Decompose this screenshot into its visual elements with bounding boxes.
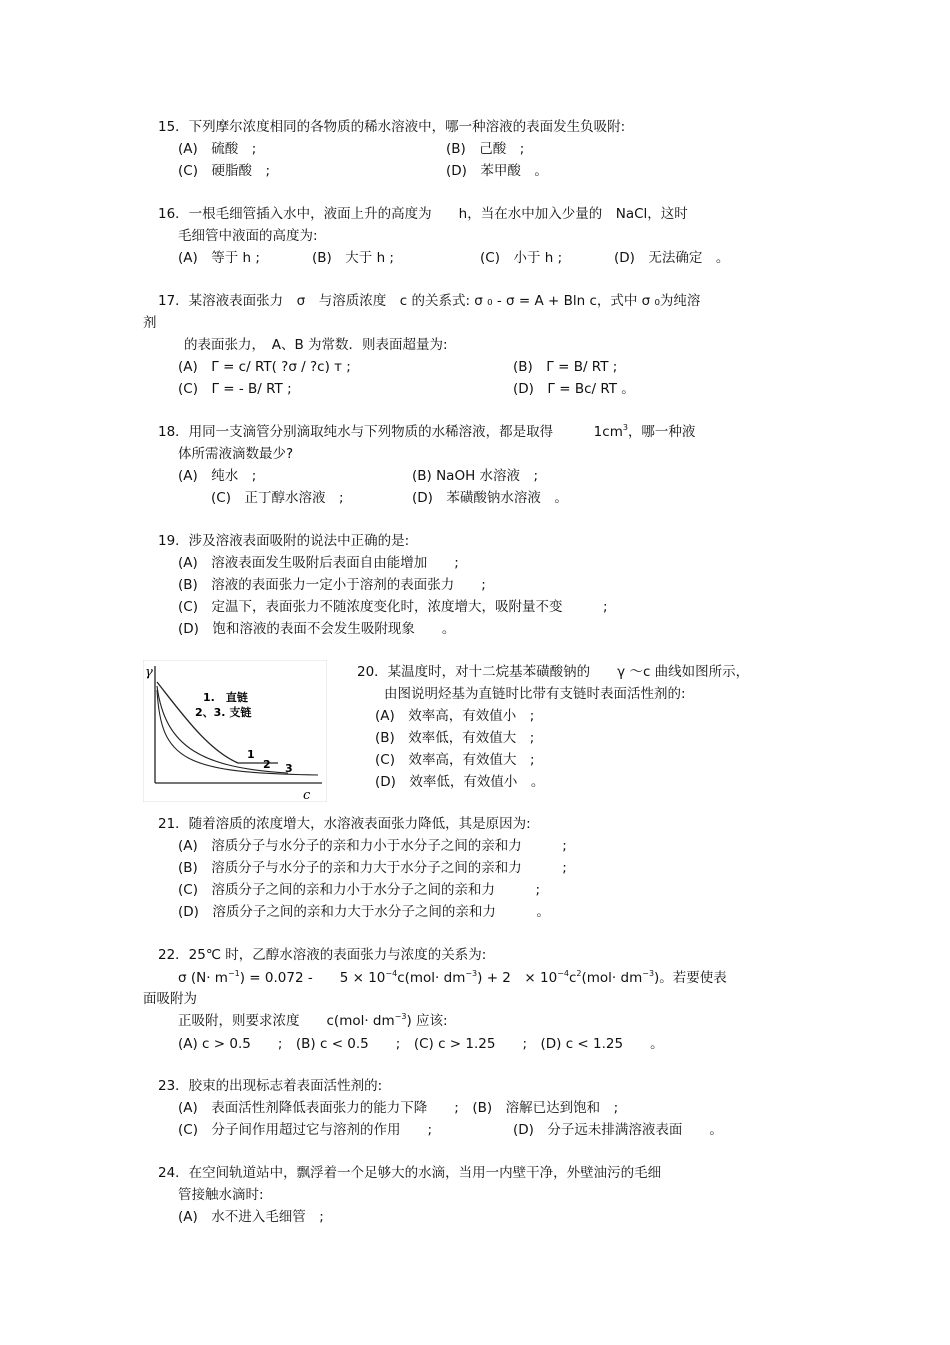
q15-stem: 15．下列摩尔浓度相同的各物质的稀水溶液中，哪一种溶液的表面发生负吸附: — [158, 119, 626, 135]
q20-option-d: (D) 效率低，有效值小 。 — [375, 774, 545, 790]
q22-options: (A) c > 0.5 ; (B) c < 0.5 ; (C) c > 1.25 ; (D) c < 1.25 。 — [178, 1036, 664, 1052]
q23-option-d: (D) 分子远未排满溶液表面 。 — [513, 1122, 723, 1138]
q17-option-c: (C) Γ = - B/ RT ; — [178, 381, 292, 397]
q18-option-d: (D) 苯磺酸钠水溶液 。 — [412, 490, 568, 506]
q19-option-a: (A) 溶液表面发生吸附后表面自由能增加 ; — [178, 555, 459, 571]
legend-straight-chain: 1. 直链 — [203, 691, 248, 704]
q21-option-a: (A) 溶质分子与水分子的亲和力小于水分子之间的亲和力 ; — [178, 838, 567, 854]
q21-option-b: (B) 溶质分子与水分子的亲和力大于水分子之间的亲和力 ; — [178, 860, 567, 876]
q16-option-a: (A) 等于 h ; — [178, 250, 260, 266]
q18-option-b: (B) NaOH 水溶液 ; — [412, 468, 539, 484]
q16-option-c: (C) 小于 h ; — [480, 250, 563, 266]
q15-option-a: (A) 硫酸 ; — [178, 141, 257, 157]
curve-1-label: 1 — [247, 748, 255, 761]
q23-stem: 23．胶束的出现标志着表面活性剂的: — [158, 1078, 383, 1094]
q19-option-c: (C) 定温下，表面张力不随浓度变化时，浓度增大，吸附量不变 ; — [178, 599, 608, 615]
q20-stem-line1: 20．某温度时，对十二烷基苯磺酸钠的 γ ～c 曲线如图所示， — [357, 664, 750, 680]
curve-2-label: 2 — [263, 758, 271, 771]
gamma-c-plot — [143, 660, 327, 802]
x-axis-label: c — [303, 788, 311, 802]
surface-tension-curve-figure — [143, 660, 327, 802]
q18-option-c: (C) 正丁醇水溶液 ; — [211, 490, 344, 506]
q24-option-a: (A) 水不进入毛细管 ; — [178, 1209, 324, 1225]
q19-option-d: (D) 饱和溶液的表面不会发生吸附现象 。 — [178, 621, 456, 637]
q23-options-ab: (A) 表面活性剂降低表面张力的能力下降 ; (B) 溶解已达到饱和 ; — [178, 1100, 619, 1116]
q22-stem-line3: 正吸附，则要求浓度 $c(mol\cdot dm^{-3})$ 应该: — [178, 1012, 448, 1029]
q18-option-a: (A) 纯水 ; — [178, 468, 257, 484]
q16-option-d: (D) 无法确定 。 — [614, 250, 730, 266]
q16-option-b: (B) 大于 h ; — [312, 250, 394, 266]
q17-option-a: (A) Γ = c/ RT( ?σ / ?c) ᴛ ; — [178, 359, 351, 375]
q24-stem-line1: 24．在空间轨道站中，飘浮着一个足够大的水滴，当用一内壁干净，外壁油污的毛细 — [158, 1165, 662, 1181]
q17-option-d: (D) Γ = Bc/ RT 。 — [513, 381, 635, 397]
q18-stem-line1: 18．用同一支滴管分别滴取纯水与下列物质的水稀溶液，都是取得 $1cm^3$，哪一种液 — [158, 423, 696, 440]
q17-option-b: (B) Γ = B/ RT ; — [513, 359, 618, 375]
q22-equation-wrap: 面吸附为 — [143, 991, 197, 1007]
q21-option-d: (D) 溶质分子之间的亲和力大于水分子之间的亲和力 。 — [178, 904, 550, 920]
q20-option-c: (C) 效率高，有效值大 ; — [375, 752, 535, 768]
q24-stem-line2: 管接触水滴时: — [178, 1187, 264, 1203]
q16-stem-line2: 毛细管中液面的高度为: — [178, 228, 318, 244]
q15-option-c: (C) 硬脂酸 ; — [178, 163, 271, 179]
q21-option-c: (C) 溶质分子之间的亲和力小于水分子之间的亲和力 ; — [178, 882, 541, 898]
q22-stem: 22．25℃ 时，乙醇水溶液的表面张力与浓度的关系为: — [158, 947, 487, 963]
q19-option-b: (B) 溶液的表面张力一定小于溶剂的表面张力 ; — [178, 577, 486, 593]
q23-option-c: (C) 分子间作用超过它与溶剂的作用 ; — [178, 1122, 433, 1138]
q19-stem: 19．涉及溶液表面吸附的说法中正确的是: — [158, 533, 410, 549]
q20-stem-line2: 由图说明烃基为直链时比带有支链时表面活性剂的: — [384, 686, 686, 702]
q20-option-a: (A) 效率高，有效值小 ; — [375, 708, 535, 724]
q17-stem-line2: 的表面张力， A、B 为常数．则表面超量为: — [184, 337, 448, 353]
q17-stem-wrap: 剂 — [143, 315, 157, 331]
q21-stem: 21．随着溶质的浓度增大，水溶液表面张力降低，其是原因为: — [158, 816, 531, 832]
q20-option-b: (B) 效率低，有效值大 ; — [375, 730, 535, 746]
q18-stem-line2: 体所需液滴数最少? — [178, 446, 294, 462]
q22-equation: σ $(N\cdot m^{-1}) = 0.072$ - $5 \times 10^{-4}c(mol\cdot dm^{-3}) + 2$ × $10^{-4}c^2(mol\cdot dm^{-3})$。若要使表 — [178, 969, 727, 986]
q16-stem-line1: 16．一根毛细管插入水中，液面上升的高度为 h，当在水中加入少量的 NaCl，这时 — [158, 206, 688, 222]
q17-stem-line1: 17．某溶液表面张力 σ 与溶质浓度 c 的关系式: σ ₀ - σ = A + Bln c，式中 σ ₀为纯溶 — [158, 293, 701, 309]
legend-branched-chain: 2、3. 支链 — [195, 706, 252, 719]
curve-3-label: 3 — [285, 762, 293, 775]
q15-option-d: (D) 苯甲酸 。 — [446, 163, 548, 179]
y-axis-label: γ — [145, 665, 153, 680]
q15-option-b: (B) 己酸 ; — [446, 141, 525, 157]
